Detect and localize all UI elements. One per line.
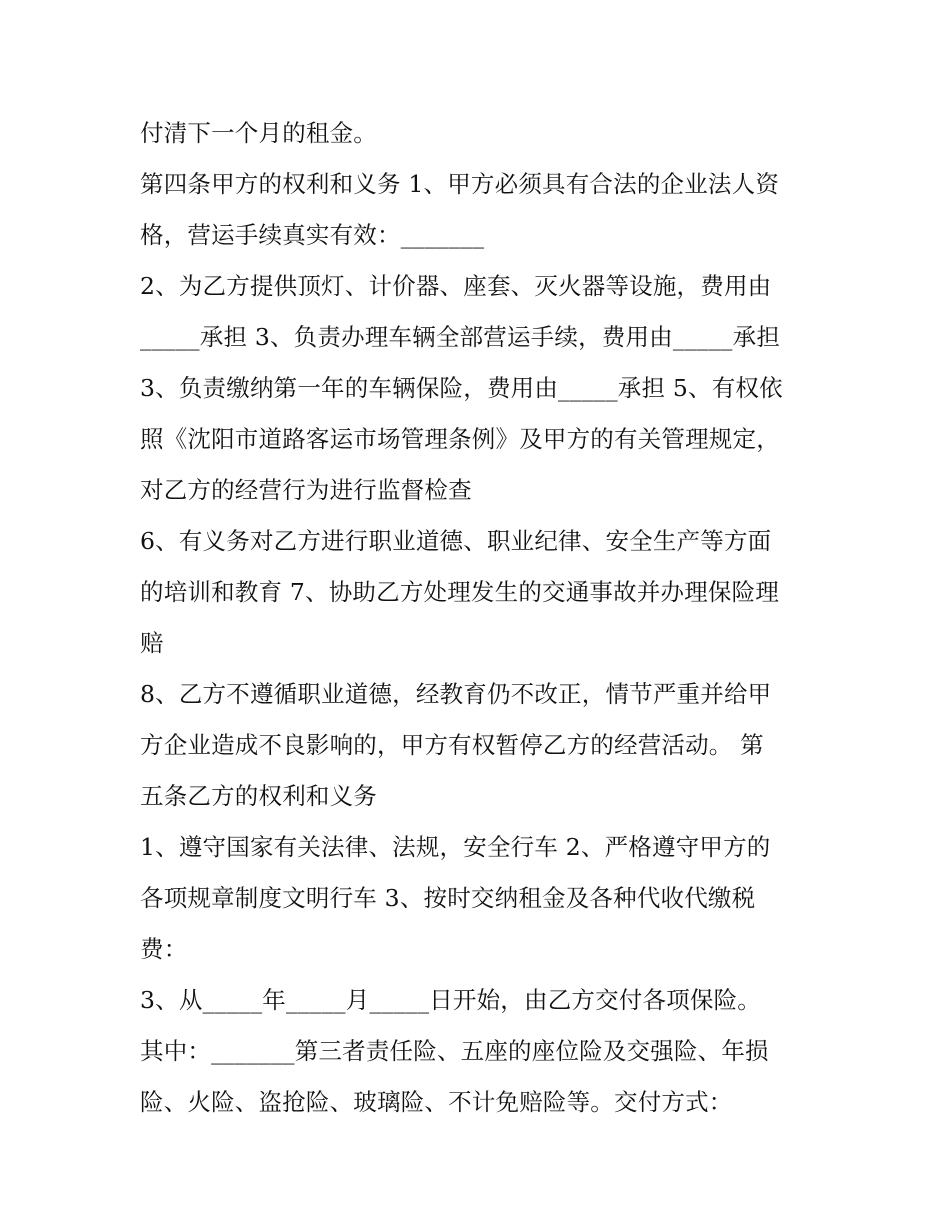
text-line: 付清下一个月的租金。 [140, 119, 377, 147]
text-line: 费： [140, 935, 188, 963]
text-line: 险、火险、盗抢险、玻璃险、不计免赔险等。交付方式： [140, 1088, 733, 1116]
text-line: 1、遵守国家有关法律、法规，安全行车 2、严格遵守甲方的 [140, 833, 771, 861]
text-line: 五条乙方的权利和义务 [140, 782, 377, 810]
text-line: 的培训和教育 7、协助乙方处理发生的交通事故并办理保险理 [140, 578, 780, 606]
text-line: 8、乙方不遵循职业道德，经教育仍不改正，情节严重并给甲 [140, 680, 772, 708]
text-line: 其中：_______第三者责任险、五座的座位险及交强险、年损 [140, 1037, 769, 1065]
text-line: 对乙方的经营行为进行监督检查 [140, 476, 472, 504]
text-line: 赔 [140, 629, 164, 657]
text-line: 照《沈阳市道路客运市场管理条例》及甲方的有关管理规定， [140, 425, 780, 453]
text-line: 6、有义务对乙方进行职业道德、职业纪律、安全生产等方面 [140, 527, 772, 555]
text-line: _____承担 3、负责办理车辆全部营运手续，费用由_____承担 [140, 323, 781, 351]
text-line: 3、负责缴纳第一年的车辆保险，费用由_____承担 5、有权依 [140, 374, 783, 402]
text-line: 方企业造成不良影响的，甲方有权暂停乙方的经营活动。 第 [140, 731, 764, 759]
text-line: 3、从_____年_____月_____日开始，由乙方交付各项保险。 [140, 986, 762, 1014]
text-line: 第四条甲方的权利和义务 1、甲方必须具有合法的企业法人资 [140, 170, 780, 198]
text-line: 格，营运手续真实有效：_______ [140, 221, 485, 249]
text-line: 各项规章制度文明行车 3、按时交纳租金及各种代收代缴税 [140, 884, 756, 912]
text-line: 2、为乙方提供顶灯、计价器、座套、灭火器等设施，费用由 [140, 272, 772, 300]
contract-text-body [140, 108, 820, 1128]
